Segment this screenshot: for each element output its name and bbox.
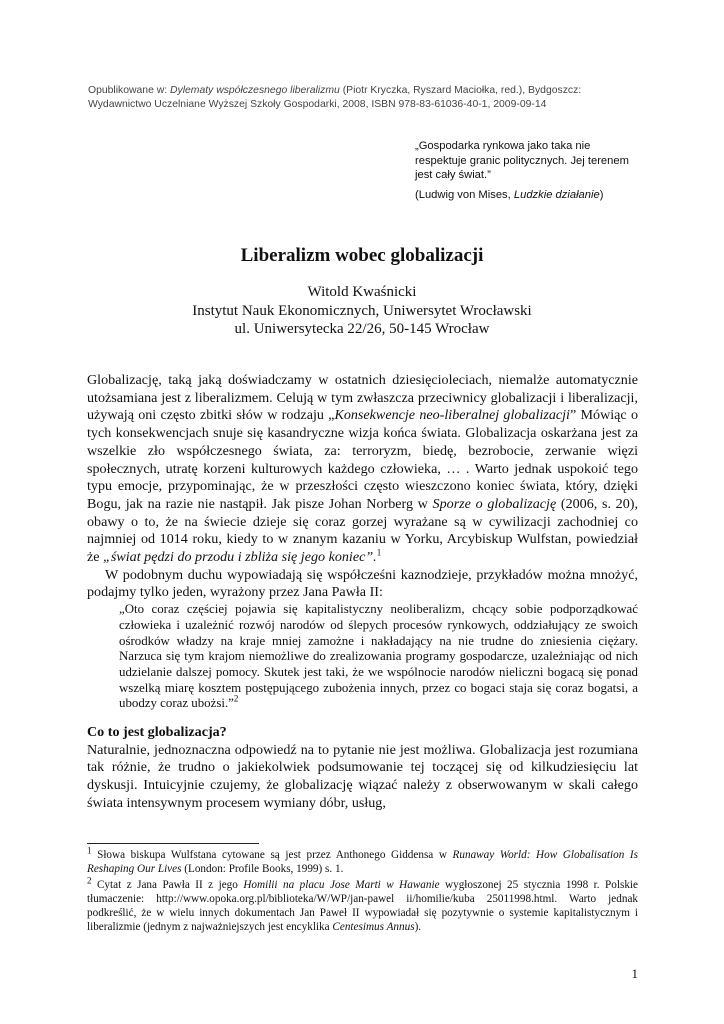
quote-text: „Oto coraz częściej pojawia się kapitalistyczny neoliberalizm, chcący sobie podporządkować człowieka i uzależnić rozwój narodów od ślepych procesów rynkowych, oddziałujący ze swoich ośrodków władzy na kraje mniej zamożne i nakładający na nie trudne do zniesienia ciężary. Narzuca się tym krajom niemożliwe do zrealizowania programy gospodarcze, uzależniając od nich udzielanie dalszej pomocy. Skutek jest taki, że we wspólnocie narodów nieliczni bogacą się ponad wszelką miarę kosztem postępującego zubożenia innych, przez co bogaci staja się coraz bogatsi, a ubodzy coraz ubożsi.” — [119, 602, 638, 711]
epigraph-source-work: Ludzkie działanie — [513, 188, 600, 201]
footnote-ref-2: 2 — [233, 694, 239, 705]
footnotes — [87, 845, 638, 934]
epigraph-source-prefix: (Ludwig von Mises, — [415, 188, 514, 201]
block-quote — [119, 602, 638, 712]
fn1-italic: Runaway World: How Globalisation Is Reshaping Our Lives — [87, 849, 638, 875]
fn1-text-a: Słowa biskupa Wulfstana cytowane są jest przez Anthonego Giddensa w — [91, 849, 453, 861]
footnote-1 — [87, 845, 638, 877]
paper-title: Liberalizm wobec globalizacji — [240, 245, 484, 266]
footnote-1-number: 1 — [87, 845, 92, 856]
author-name: Witold Kwaśnicki — [307, 284, 417, 300]
p1-text-c: (2006, s. 20), obawy o to, że na świecie dzieje się coraz gorzej wyrażane są w cywilizacji zachodniej co najmniej od 1014 roku, kiedy to w znanym kazaniu w Yorku, Arcybiskup Wulfstan, powiedział że — [87, 495, 638, 566]
epigraph-source — [415, 188, 630, 203]
fn2-italic-1: Homilii na placu Jose Marti w Hawanie — [243, 878, 440, 891]
epigraph — [415, 139, 630, 202]
publication-note — [88, 84, 648, 111]
epigraph-quote: „Gospodarka rynkowa jako taka nie respektuje granic politycznych. Jej terenem jest cały świat.” — [415, 140, 629, 182]
footnote-2 — [87, 875, 638, 935]
page-number: 1 — [631, 966, 638, 981]
p1-text-a: Globalizację, taką jaką doświadczamy w ostatnich dziesięcioleciach, niemalże automatycznie utożsamiana jest z liberalizmem. Celują w tym zwłaszcza przeciwnicy globalizacji i liberalizacji, używają oni często zbitki słów w rodzaju „ — [87, 372, 638, 424]
body-text — [87, 372, 638, 813]
epigraph-source-suffix: ) — [599, 188, 604, 201]
fn2-text-c: ). — [414, 920, 422, 933]
fn2-text-b: wygłoszonej 25 stycznia 1998 r. Polskie tłumaczenie: http://www.opoka.org.pl/biblioteka/W/WP/jan-pawel ii/homilie/kuba 25011998.html. Warto jednak podkreślić, że w wielu innych dokumentach Jan Paweł II wypowiadał się pozytywnie o systemie kapitalistycznym i liberalizmie (jednym z najważniejszych jest encyklika — [87, 878, 638, 933]
author-address: ul. Uniwersytecka 22/26, 50-145 Wrocław — [234, 321, 490, 337]
author-institute: Instytut Nauk Ekonomicznych, Uniwersytet Wrocławski — [192, 302, 532, 319]
fn2-italic-2: Centesimus Annus — [332, 920, 415, 933]
fn2-text-a: Cytat z Jana Pawła II z jego — [91, 878, 244, 891]
pubnote-book: Dylematy współczesnego liberalizmu — [170, 85, 340, 96]
footnote-ref-1: 1 — [376, 547, 382, 558]
paragraph-3: Naturalnie, jednoznaczna odpowiedź na to pytanie nie jest możliwa. Globalizacja jest rozumiana tak różnie, że trudno o jakiekolwiek podsumowanie tej toczącej się od kilkudziesięciu lat dyskusji. Intuicyjnie czujemy, że globalizację wiązać należy z obserwowanym w skali całego świata intensywnym procesem wymiany dóbr, usług, — [87, 741, 638, 811]
pubnote-rest: (Piotr Kryczka, Ryszard Maciołka, red.), Bydgoszcz: — [339, 85, 582, 96]
footnote-divider — [87, 843, 259, 844]
paragraph-1 — [87, 372, 638, 567]
pubnote-prefix: Opublikowane w: — [88, 85, 171, 96]
author-block — [0, 283, 724, 339]
footnote-2-number: 2 — [87, 875, 92, 886]
fn1-text-b: (London: Profile Books, 1999) s. 1. — [181, 862, 344, 875]
p1-italic-1: Konsekwencje neo-liberalnej globalizacji — [334, 407, 570, 424]
pubnote-line2: Wydawnictwo Uczelniane Wyższej Szkoły Gospodarki, 2008, ISBN 978-83-61036-40-1, 2009-09-14 — [88, 98, 547, 110]
paragraph-2: W podobnym duchu wypowiadają się współcześni kaznodzieje, przykładów można mnożyć, podajmy tylko jeden, wyrażony przez Jana Pawła II: — [87, 566, 638, 601]
p1-text-b: ” Mówiąc o tych konsekwencjach snuje się kasandryczne wizja końca świata. Globalizacja oskarżana jest za wszelkie zło współczesnego świata, za: terroryzm, biedę, bezrobocie, zerwanie więzi społecznych, utratę korzeni kulturowych każdego człowieka, … . Warto jednak uspokoić tego typu emocje, przypominając, że w przeszłości często wieszczono koniec świata, który, dzięki Bogu, jak na razie nie nastąpił. Jak pisze Johan Norberg w — [87, 407, 638, 512]
section-heading: Co to jest globalizacja? — [87, 724, 227, 741]
p1-italic-3: „świat pędzi do przodu i zbliża się jego koniec”. — [103, 549, 377, 566]
p1-italic-2: Sporze o globalizację — [432, 495, 557, 512]
